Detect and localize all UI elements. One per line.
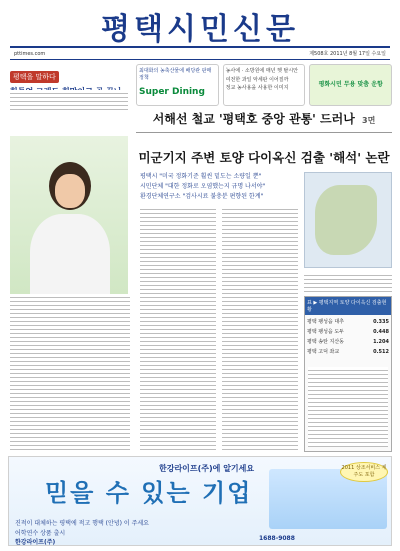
green-ad-text: 평화시민 무용 맞춤 운항 bbox=[318, 81, 383, 88]
row-place: 평택 팽성읍 도두 bbox=[307, 329, 344, 335]
row-value: 1.204 bbox=[373, 339, 389, 345]
subhead-1: 평택시 "미국 정화기준 훨씬 밑도는 소량일 뿐" bbox=[140, 173, 262, 180]
map-caption bbox=[304, 272, 392, 292]
newspaper-title: 평택시민신문 bbox=[101, 12, 299, 47]
subheads bbox=[140, 172, 300, 203]
issue-info: 제508호 2011년 8월 17일 수요일 bbox=[309, 51, 386, 57]
ad-calligraphy: 믿을 수 있는 기업 bbox=[45, 478, 253, 507]
ad-tagline: 최대화의 농축산물에 배당관 판매정책 bbox=[139, 68, 212, 81]
row-value: 0.512 bbox=[373, 349, 389, 355]
column-body-text bbox=[10, 90, 128, 110]
ad-brand: Super Dining bbox=[139, 87, 205, 97]
article-column-2 bbox=[222, 206, 298, 452]
photo-face bbox=[55, 174, 85, 208]
subhead-3: 환경단체연구소 "검사시료 불충분 편향된 한계" bbox=[140, 193, 264, 201]
left-article-body bbox=[10, 294, 130, 452]
map-image bbox=[304, 172, 392, 268]
top-row bbox=[136, 64, 392, 106]
ad-left-box bbox=[15, 519, 155, 548]
subhead-2: 시민단체 "대한 정화로 오염했는지 규명 나서야" bbox=[140, 183, 266, 191]
ad-phone[interactable]: 1688-9088 bbox=[259, 535, 295, 542]
row-value: 0.335 bbox=[373, 319, 389, 325]
column-tag: 평택을 말하다 bbox=[10, 71, 59, 83]
super-dining-ad[interactable] bbox=[136, 64, 219, 106]
index-item[interactable]: 여전한 과일 악세판 이어질까 bbox=[225, 76, 289, 83]
table-row bbox=[307, 317, 389, 327]
bottom-ad[interactable] bbox=[8, 456, 392, 546]
masthead-infobar bbox=[10, 46, 390, 60]
table-row bbox=[307, 347, 389, 357]
table-row bbox=[307, 337, 389, 347]
table-row bbox=[307, 327, 389, 337]
green-ad[interactable] bbox=[309, 64, 392, 106]
row-place: 평택 송탄 지산동 bbox=[307, 339, 344, 345]
table-rows bbox=[305, 315, 391, 359]
ad-left-company: 한강라이프(주) bbox=[15, 539, 56, 547]
photo-body bbox=[30, 214, 110, 306]
row-place: 평택 팽성읍 대추 bbox=[307, 319, 344, 325]
row-place: 평택 고덕 좌교 bbox=[307, 349, 340, 355]
map-land bbox=[315, 185, 377, 255]
masthead bbox=[0, 0, 400, 52]
ad-badge: 2011 상조서비스 제주도 포함 bbox=[340, 462, 388, 482]
headline-text: 서해선 철교 '평택호 중앙 관통' 드러나 bbox=[152, 112, 355, 126]
article-column-1 bbox=[140, 206, 216, 452]
divider bbox=[136, 132, 392, 133]
portrait-photo bbox=[10, 136, 128, 306]
headline-seohae[interactable] bbox=[136, 110, 392, 130]
row-value: 0.448 bbox=[373, 329, 389, 335]
table-title: 표 ▶ 평택지역 토양 다이옥신 검출현황 bbox=[305, 297, 391, 315]
index-box bbox=[223, 64, 306, 106]
dioxin-table bbox=[304, 296, 392, 452]
headline-dioxin[interactable]: 미군기지 주변 토양 다이옥신 검출 '해석' 논란 bbox=[138, 150, 390, 165]
website-url[interactable]: pttimes.com bbox=[14, 50, 46, 57]
headline-page-ref: 3면 bbox=[362, 116, 376, 125]
ad-left-text: 진적이 대체하는 평택에 적고 행택 (안녕) 이 주세요 어학연수 상품 출시 bbox=[15, 520, 149, 537]
index-item[interactable]: 정교 농사용을 사용한 이미지 bbox=[225, 85, 289, 91]
ad-company: 한강라이프(주)에 알기세요 bbox=[159, 464, 255, 473]
index-item[interactable]: 농사에 · 소방원에 매년 헷 탈시안 bbox=[225, 68, 298, 74]
table-notes bbox=[308, 367, 388, 447]
